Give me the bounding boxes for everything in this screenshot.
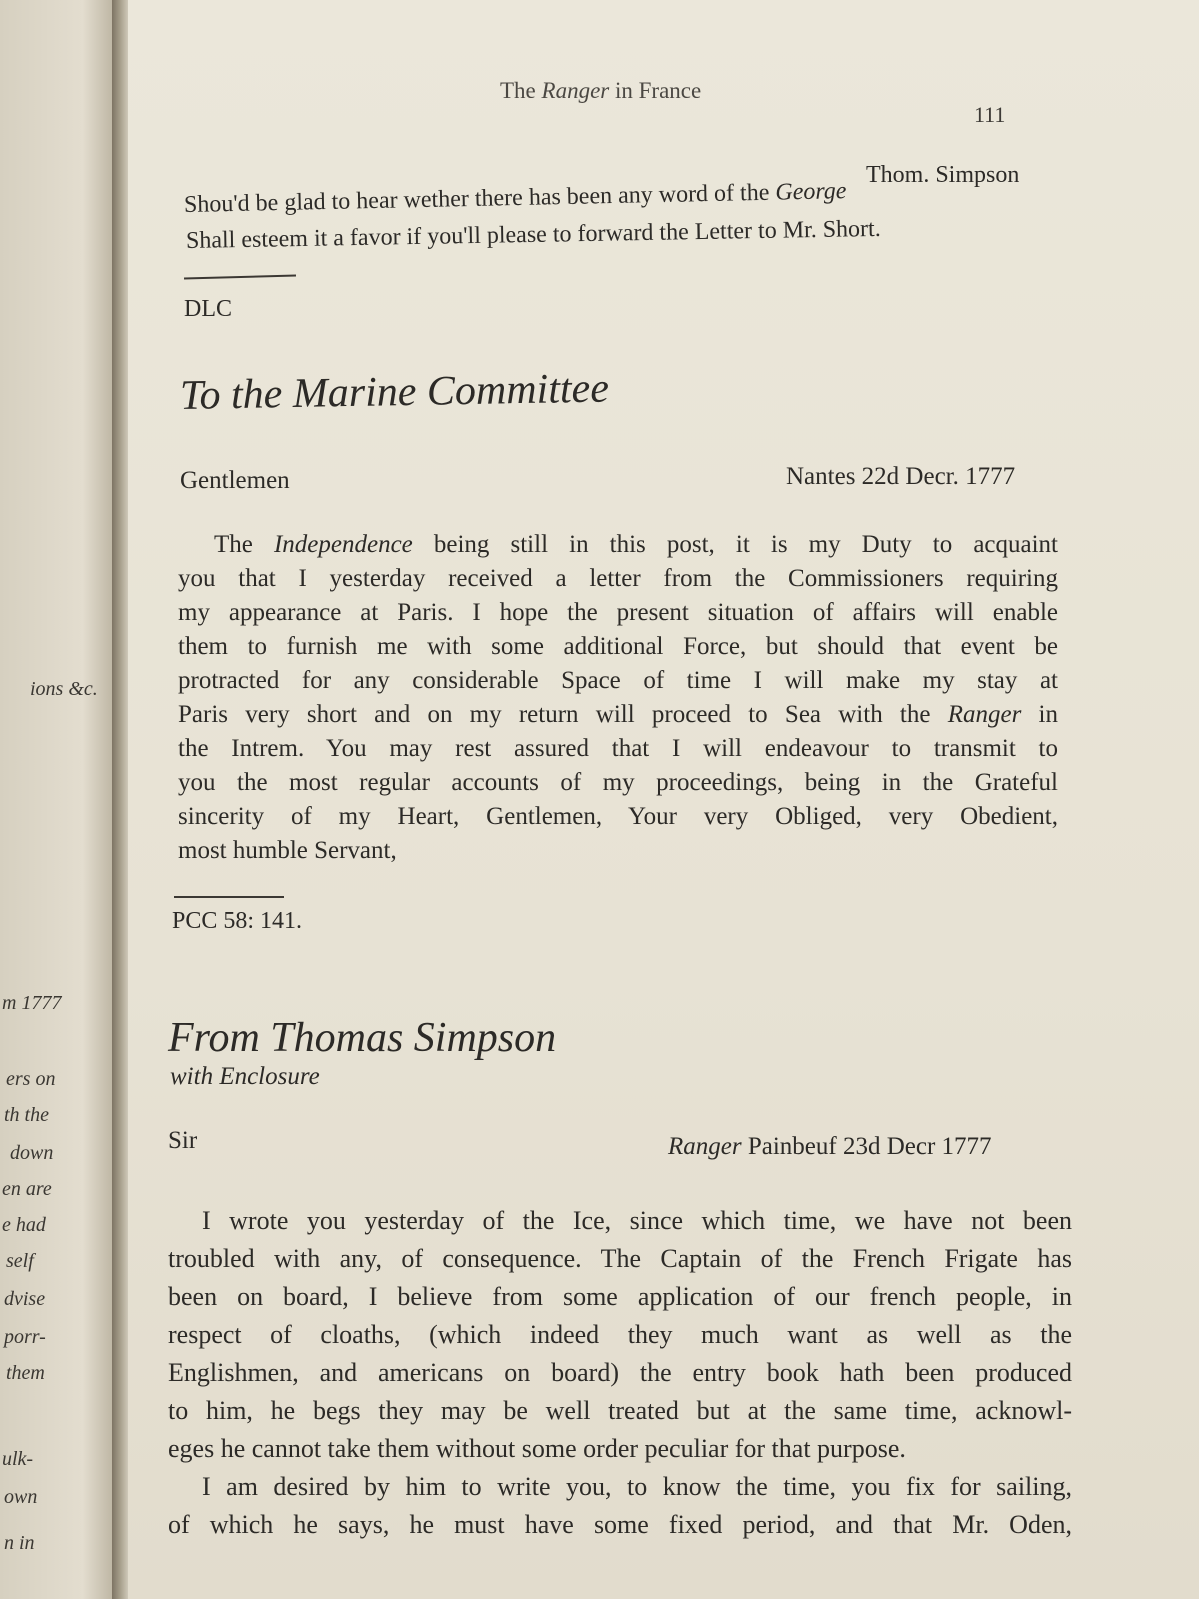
body-line: Englishmen, and americans on board) the entry book hath been produced [168, 1358, 1072, 1387]
body-line: respect of cloaths, (which indeed they much want as well as the [168, 1320, 1072, 1349]
left-page-fragment: own [4, 1486, 38, 1508]
left-page-fragment: m 1777 [2, 992, 62, 1014]
left-page-fragment: ions &c. [30, 678, 98, 700]
left-page-fragment: them [6, 1362, 45, 1384]
postscript-line: Shou'd be glad to hear wether there has been any word of the George [183, 178, 847, 218]
source-note: PCC 58: 141. [172, 908, 303, 934]
body-line: most humble Servant, [178, 837, 397, 864]
left-page-fragment: n in [4, 1532, 35, 1554]
body-line: my appearance at Paris. I hope the present situation of affairs will enable [178, 599, 1058, 626]
body-line: to him, he begs they may be well treated but at the same time, acknowl- [168, 1396, 1072, 1425]
book-page [128, 0, 1199, 1599]
body-line: them to furnish me with some additional Force, but should that event be [178, 633, 1058, 660]
body-line: of which he says, he must have some fixed period, and that Mr. Oden, [168, 1510, 1072, 1539]
body-line: I am desired by him to write you, to know the time, you fix for sailing, [202, 1472, 1072, 1501]
body-line: The Independence being still in this post, it is my Duty to acquaint [214, 531, 1058, 558]
body-line: sincerity of my Heart, Gentlemen, Your very Obliged, very Obedient, [178, 803, 1058, 830]
body-line: Paris very short and on my return will proceed to Sea with the Ranger in [178, 701, 1058, 728]
left-page-margin [0, 0, 118, 1599]
left-page-fragment: dvise [4, 1288, 46, 1310]
body-line: I wrote you yesterday of the Ice, since which time, we have not been [202, 1206, 1072, 1235]
body-line: you that I yesterday received a letter from the Commissioners requiring [178, 565, 1058, 592]
body-line: troubled with any, of consequence. The Captain of the French Frigate has [168, 1244, 1072, 1273]
page-number: 111 [974, 102, 1006, 127]
body-line: the Intrem. You may rest assured that I will endeavour to transmit to [178, 735, 1058, 762]
body-line: protracted for any considerable Space of time I will make my stay at [178, 667, 1058, 694]
left-page-fragment: th the [4, 1104, 49, 1126]
left-page-fragment: ers on [6, 1068, 56, 1090]
left-page-fragment: e had [2, 1214, 46, 1236]
dateline: Ranger Painbeuf 23d Decr 1777 [668, 1133, 992, 1160]
source-note: DLC [184, 296, 232, 322]
postscript-line: Shall esteem it a favor if you'll please to forward the Letter to Mr. Short. [185, 215, 881, 254]
body-line: you the most regular accounts of my proceedings, being in the Grateful [178, 769, 1058, 796]
letter-subheading: with Enclosure [170, 1063, 320, 1090]
left-page-fragment: self [6, 1250, 34, 1272]
body-line: eges he cannot take them without some order peculiar for that purpose. [168, 1434, 906, 1463]
left-page-fragment: down [10, 1142, 54, 1164]
left-page-fragment: porr- [4, 1326, 46, 1348]
body-line: been on board, I believe from some application of our french people, in [168, 1282, 1072, 1311]
signature: Thom. Simpson [866, 162, 1020, 188]
letter-heading: To the Marine Committee [179, 365, 610, 419]
source-rule [174, 896, 284, 898]
left-page-fragment: en are [2, 1178, 52, 1200]
salutation: Sir [168, 1127, 198, 1154]
left-page-fragment: ulk- [2, 1448, 34, 1470]
salutation: Gentlemen [180, 467, 290, 494]
letter-heading: From Thomas Simpson [168, 1015, 557, 1061]
dateline: Nantes 22d Decr. 1777 [786, 463, 1016, 490]
source-rule [184, 275, 296, 280]
running-head: The Ranger in France [500, 78, 702, 103]
